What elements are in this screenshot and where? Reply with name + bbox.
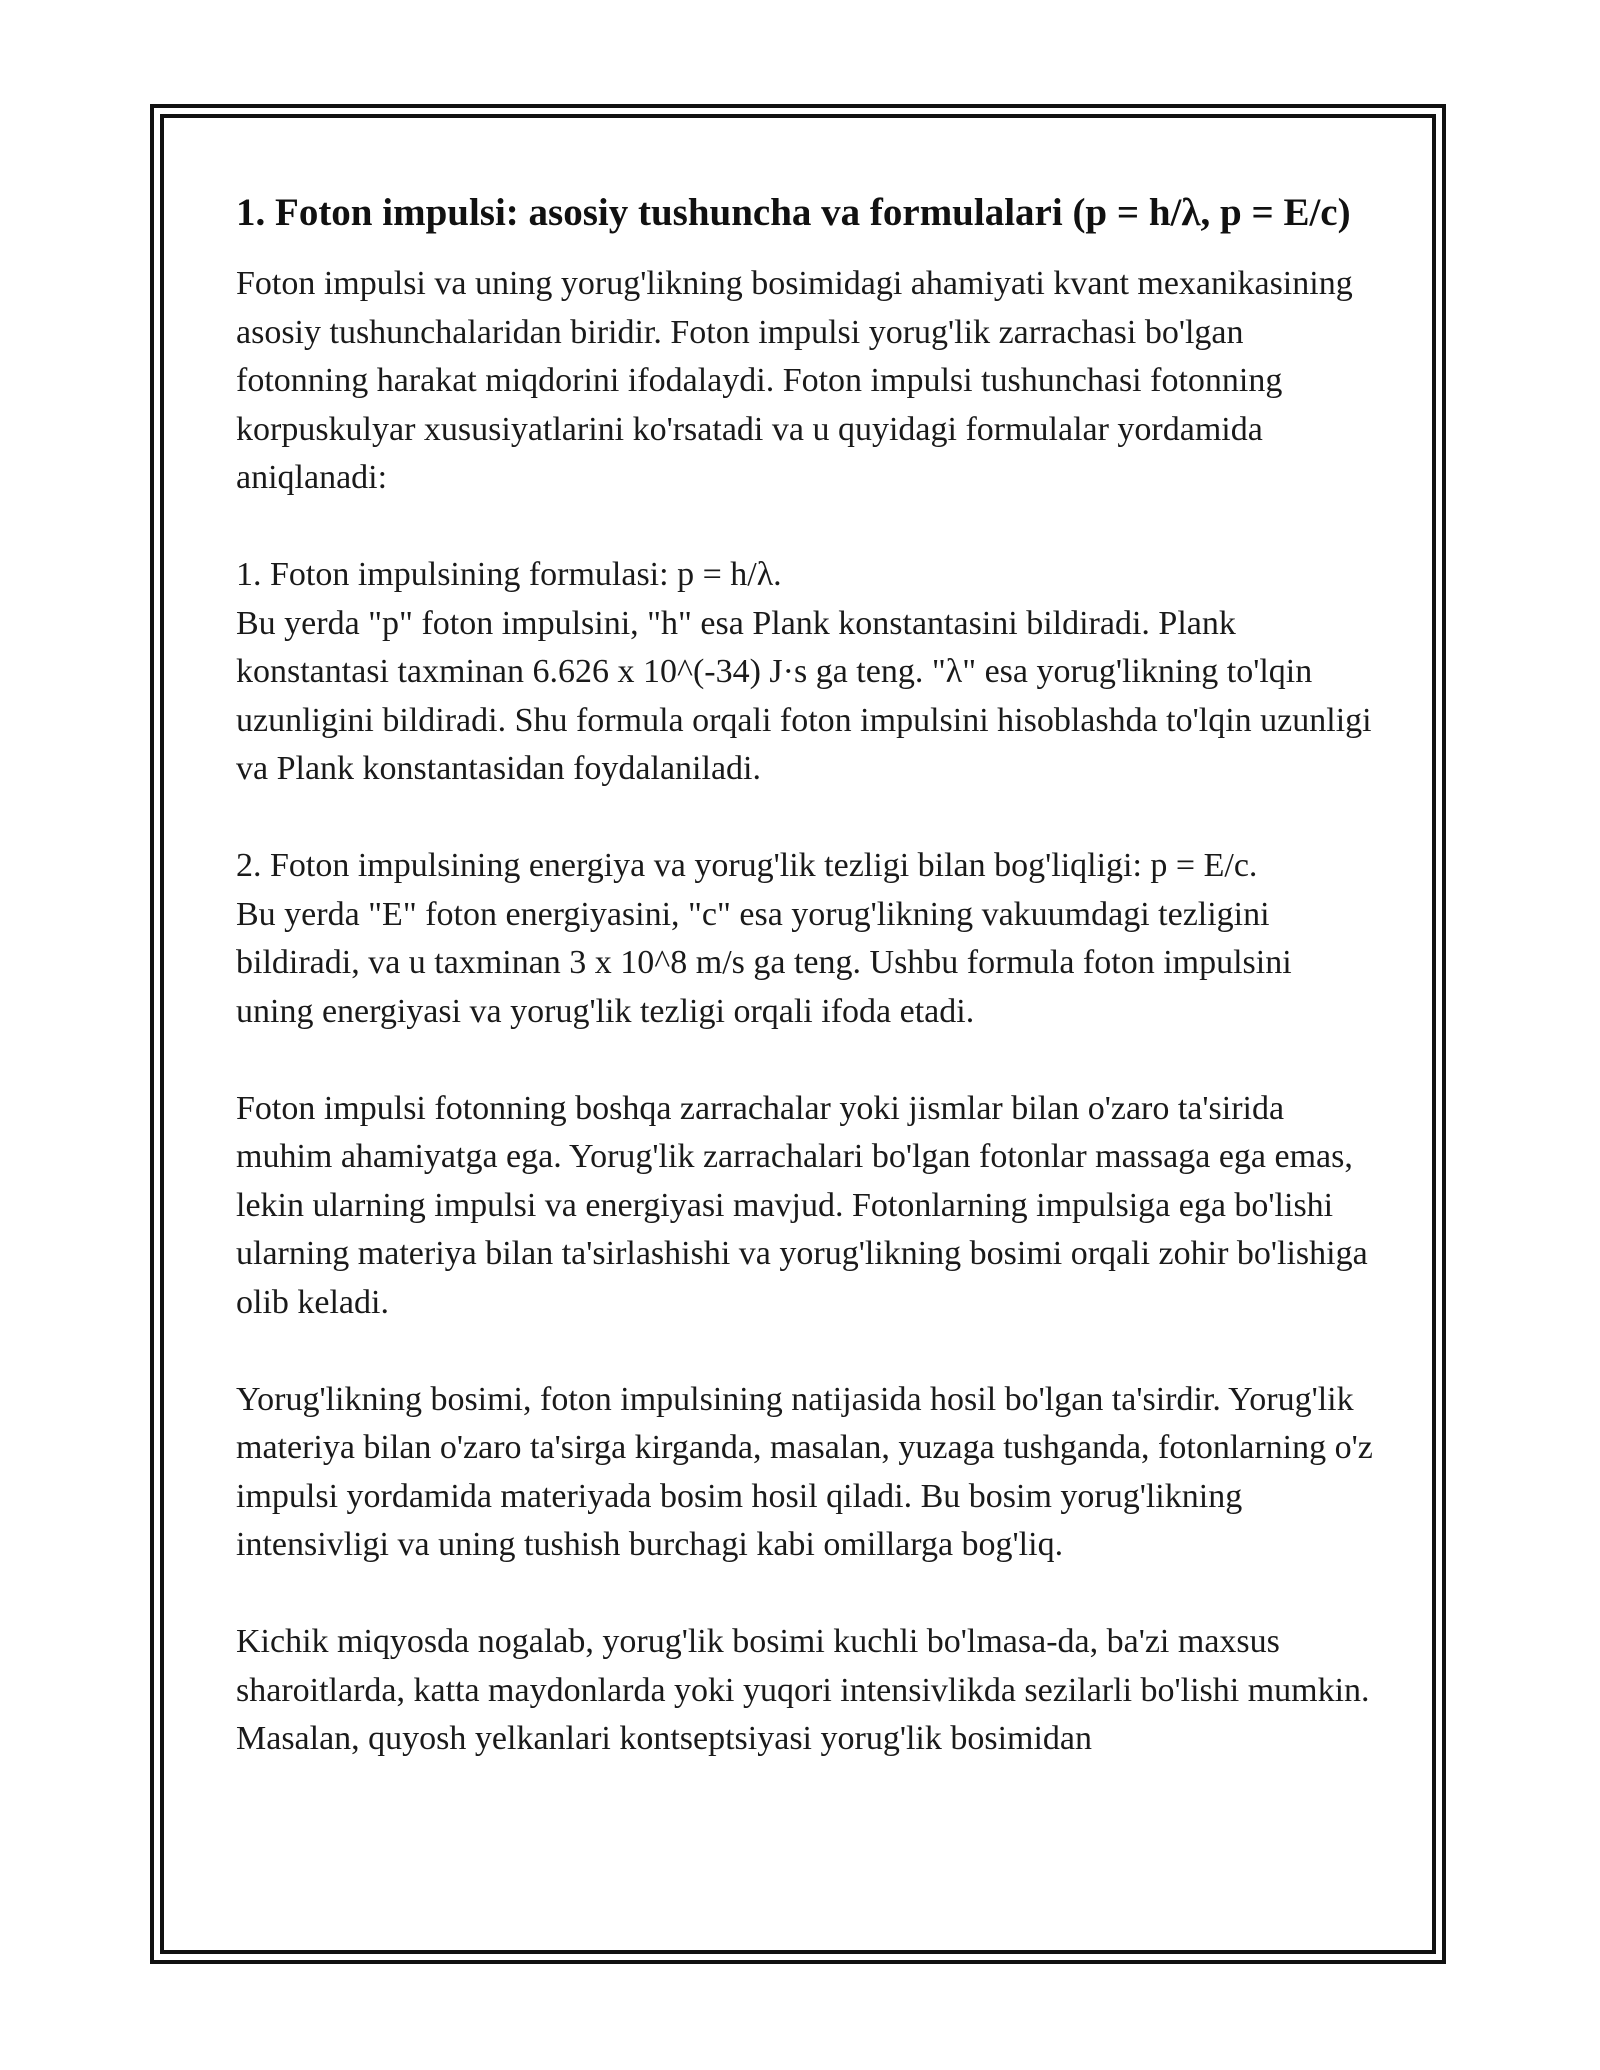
document-body: [236, 186, 1376, 1812]
paragraph-formula-1: 1. Foton impulsining formulasi: p = h/λ. Bu yerda "p" foton impulsini, "h" esa Plank konstantasini bildiradi. Plank konstantasi taxminan 6.626 x 10^(-34) J·s ga teng. "λ" esa yorug'likning to'lqin uzunligini bildiradi. Shu formula orqali foton impulsini hisoblashda to'lqin uzunligi va Plank konstantasidan foydalaniladi.: [236, 556, 1372, 787]
paragraph-intro: Foton impulsi va uning yorug'likning bosimidagi ahamiyati kvant mexanikasining asosiy tushunchalaridan biridir. Foton impulsi yorug'lik zarrachasi bo'lgan fotonning harakat miqdorini ifodalaydi. Foton impulsi tushunchasi fotonning korpuskulyar xususiyatlarini ko'rsatadi va u quyidagi formulalar yordamida aniqlanadi:: [236, 265, 1353, 496]
paragraph-interaction: Foton impulsi fotonning boshqa zarrachalar yoki jismlar bilan o'zaro ta'sirida muhim ahamiyatga ega. Yorug'lik zarrachalari bo'lgan fotonlar massaga ega emas, lekin ularning impulsi va energiyasi mavjud. Fotonlarning impulsiga ega bo'lishi ularning materiya bilan ta'sirlashishi va yorug'likning bosimi orqali zohir bo'lishiga olib keladi.: [236, 1089, 1368, 1321]
section-heading: 1. Foton impulsi: asosiy tushuncha va formulalari (p = h/λ, p = E/c): [236, 191, 1351, 234]
paragraph-solar-sail: Kichik miqyosda nogalab, yorug'lik bosimi kuchli bo'lmasa-da, ba'zi maxsus sharoitlarda, katta maydonlarda yoki yuqori intensivlikda sezilarli bo'lishi mumkin. Masalan, quyosh yelkanlari kontseptsiyasi yorug'lik bosimidan: [236, 1623, 1370, 1757]
paragraph-formula-2: 2. Foton impulsining energiya va yorug'lik tezligi bilan bog'liqligi: p = E/c. Bu yerda "E" foton energiyasini, "c" esa yorug'likning vakuumdagi tezligini bildiradi, va u taxminan 3 x 10^8 m/s ga teng. Ushbu formula foton impulsini uning energiyasi va yorug'lik tezligi orqali ifoda etadi.: [236, 847, 1292, 1030]
paragraph-light-pressure: Yorug'likning bosimi, foton impulsining natijasida hosil bo'lgan ta'sirdir. Yorug'lik materiya bilan o'zaro ta'sirga kirganda, masalan, yuzaga tushganda, fotonlarning o'z impulsi yordamida materiyada bosim hosil qiladi. Bu bosim yorug'likning intensivligi va uning tushish burchagi kabi omillarga bog'liq.: [236, 1380, 1373, 1563]
